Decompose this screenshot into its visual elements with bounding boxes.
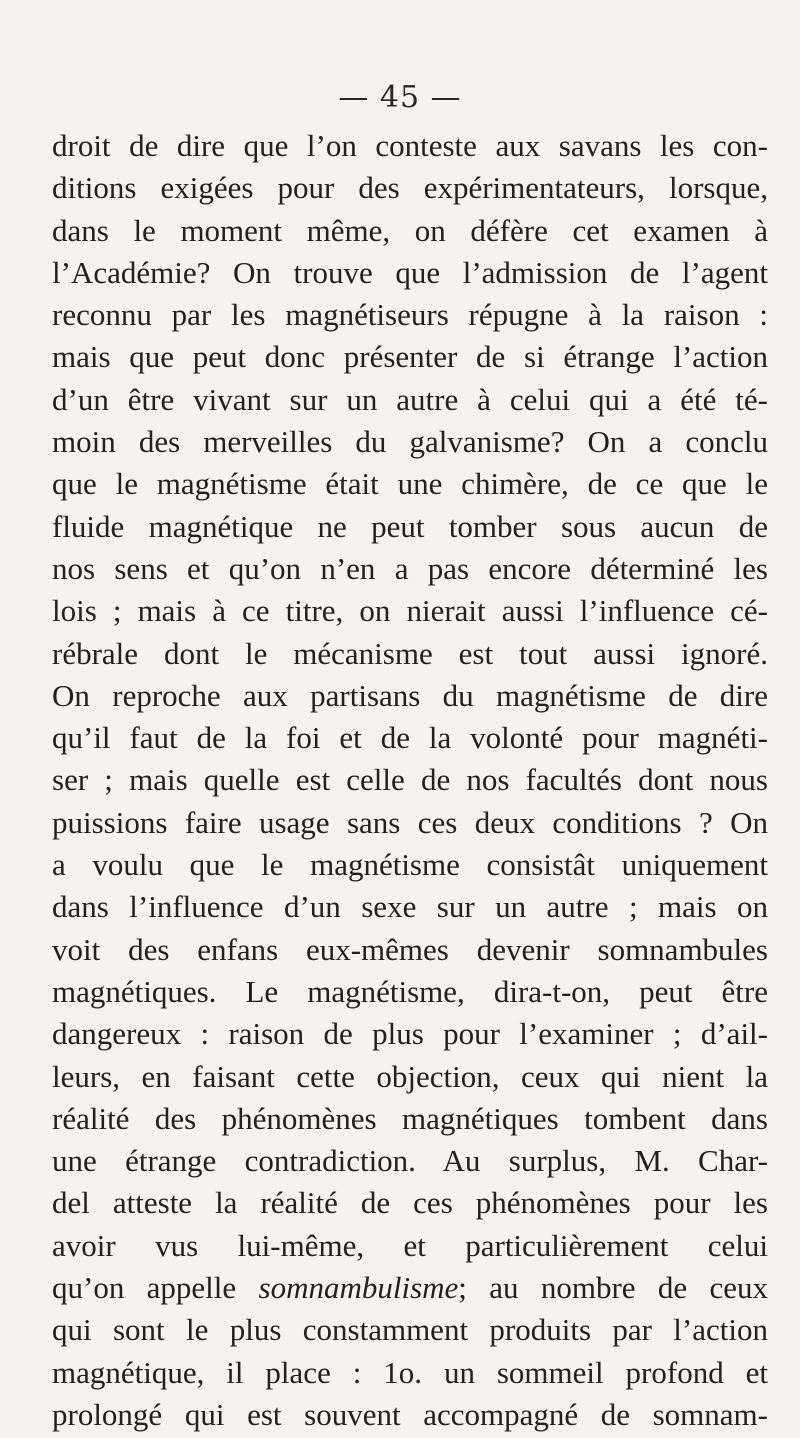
- text-line: leurs, en faisant cette objection, ceux qui nient la: [52, 1058, 768, 1094]
- text-line: ditions exigées pour des expérimentateurs, lorsque,: [52, 170, 768, 206]
- text-line: moin des merveilles du galvanisme? On a conclu: [52, 424, 768, 460]
- text-line: mais que peut donc présenter de si étrange l’action: [52, 339, 768, 375]
- text-line: dangereux : raison de plus pour l’examiner ; d’ail-: [52, 1016, 768, 1052]
- text-line: del atteste la réalité de ces phénomènes pour les: [52, 1185, 768, 1221]
- body-text: [52, 125, 768, 1436]
- text-line: ser ; mais quelle est celle de nos facultés dont nous: [52, 762, 768, 798]
- text-line: dans l’influence d’un sexe sur un autre ; mais on: [52, 889, 768, 925]
- text-line: reconnu par les magnétiseurs répugne à la raison :: [52, 297, 768, 333]
- text-line: droit de dire que l’on conteste aux savans les con-: [52, 128, 768, 163]
- text-line: l’Académie? On trouve que l’admission de l’agent: [52, 254, 768, 290]
- text-line: une étrange contradiction. Au surplus, M. Char-: [52, 1143, 768, 1179]
- text-line: avoir vus lui-même, et particulièrement celui: [52, 1227, 768, 1263]
- text-line: magnétique, il place : 1o. un sommeil profond et: [52, 1354, 768, 1390]
- text-line: On reproche aux partisans du magnétisme de dire: [52, 677, 768, 713]
- text-line: réalité des phénomènes magnétiques tombent dans: [52, 1100, 768, 1136]
- text-segment: qu’on appelle: [52, 1270, 259, 1306]
- text-line: que le magnétisme était une chimère, de ce que le: [52, 466, 768, 502]
- text-line: lois ; mais à ce titre, on nierait aussi l’influence cé-: [52, 593, 768, 629]
- text-line: d’un être vivant sur un autre à celui qui a été té-: [52, 381, 768, 417]
- text-line: dans le moment même, on défère cet examen à: [52, 212, 768, 248]
- text-line: rébrale dont le mécanisme est tout aussi ignoré.: [52, 635, 768, 671]
- text-line: magnétiques. Le magnétisme, dira-t-on, peut être: [52, 973, 768, 1009]
- text-line: puissions faire usage sans ces deux conditions ? On: [52, 804, 768, 840]
- text-segment: ; au nombre de ceux: [458, 1270, 768, 1306]
- text-line: fluide magnétique ne peut tomber sous aucun de: [52, 508, 768, 544]
- text-line: qui sont le plus constamment produits par l’action: [52, 1312, 768, 1348]
- text-line-with-italic: [52, 1267, 768, 1309]
- text-line: a voulu que le magnétisme consistât uniquement: [52, 847, 768, 883]
- text-line: prolongé qui est souvent accompagné de somnam-: [52, 1396, 768, 1432]
- text-line: qu’il faut de la foi et de la volonté pour magnéti-: [52, 720, 768, 756]
- text-line: voit des enfans eux-mêmes devenir somnambules: [52, 931, 768, 967]
- page-number: — 45 —: [338, 80, 462, 115]
- italic-term: somnambulisme: [258, 1270, 459, 1306]
- text-line: nos sens et qu’on n’en a pas encore déterminé les: [52, 550, 768, 586]
